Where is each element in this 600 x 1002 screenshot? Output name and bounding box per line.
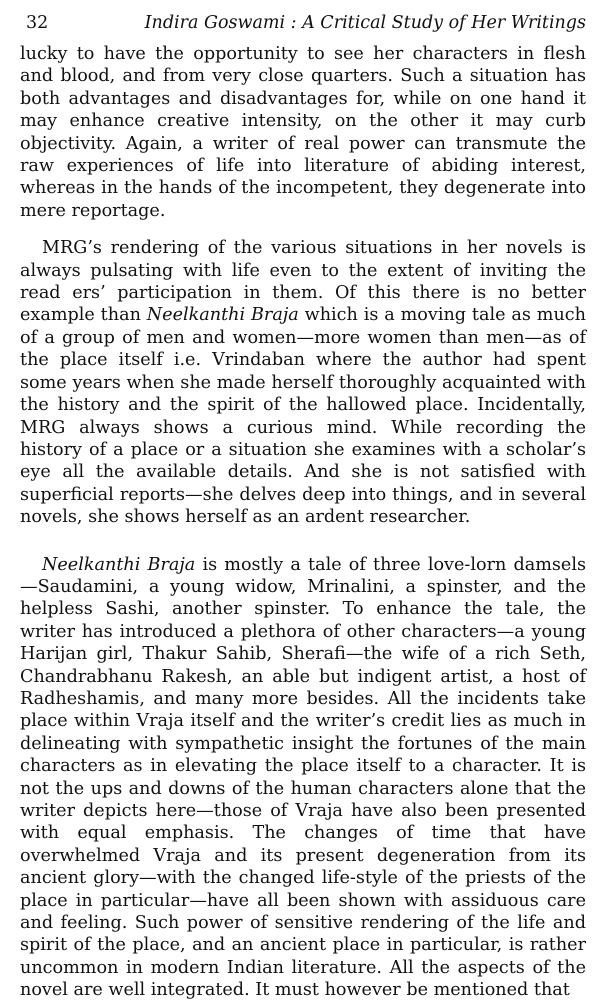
paragraph-text: which is a moving tale as much of a group of men and women—more women than men—as of the place itself i.e. Vrindaban where the author had spent some years when she made herself thoroughly acquainted with the history and the spirit of the hallowed place. Incidentally, MRG always shows a curious mind. While recording the history of a place or a situation she examines with a scholar’s eye all the available details. And she is not satisfied with superficial reports—she delves deep into things, and in several novels, she shows herself as an ardent researcher. [20, 305, 586, 528]
paragraph-2 [20, 237, 586, 528]
book-title-italic: Neelkanthi Braja [42, 554, 196, 575]
paragraph-text: MRG’s rendering of the various situations in her novels is always pulsating with life even to the extent of inviting the read ers’ participation in them. Of this there is no better example than [20, 238, 586, 326]
paragraph-3 [20, 554, 586, 1002]
paragraph-1 [20, 43, 586, 222]
running-title: Indira Goswami : A Critical Study of Her Writings [144, 13, 586, 33]
book-title-italic: Neelkanthi Braja [146, 305, 299, 326]
page-number: 32 [26, 13, 49, 33]
paragraph-text: lucky to have the opportunity to see her characters in flesh and blood, and from very close quarters. Such a situation has both advantages and disadvantages for, while on one hand it may enhance creative intensity, on the other it may curb objectivity. Again, a writer of real power can transmute the raw experiences of life into literature of abiding interest, whereas in the hands of the incompetent, they degenerate into mere reportage. [20, 44, 586, 221]
paragraph-text: is mostly a tale of three love-lorn damsels—Saudamini, a young widow, Mrinalini, a spinster, and the helpless Sashi, another spinster. To enhance the tale, the writer has introduced a plethora of other characters—a young Harijan girl, Thakur Sahib, Sherafi—the wife of a rich Seth, Chandrabhanu Rakesh, an able but indigent artist, a host of Radheshamis, and many more besides. All the incidents take place within Vraja itself and the writer’s credit lies as much in delineating with sympathetic insight the fortunes of the main characters as in elevating the place itself to a character. It is not the ups and downs of the human characters alone that the writer depicts here—those of Vraja have also been presented with equal emphasis. The changes of time that have overwhelmed Vraja and its present degeneration from its ancient glory—with the changed life-style of the priests of the place in particular—have all been shown with assiduous care and feeling. Such power of sensitive rendering of the life and spirit of the place, and an ancient place in particular, is rather uncommon in modern Indian literature. All the aspects of the novel are well integrated. It must however be mentioned that [20, 554, 586, 1001]
running-header [20, 8, 586, 38]
